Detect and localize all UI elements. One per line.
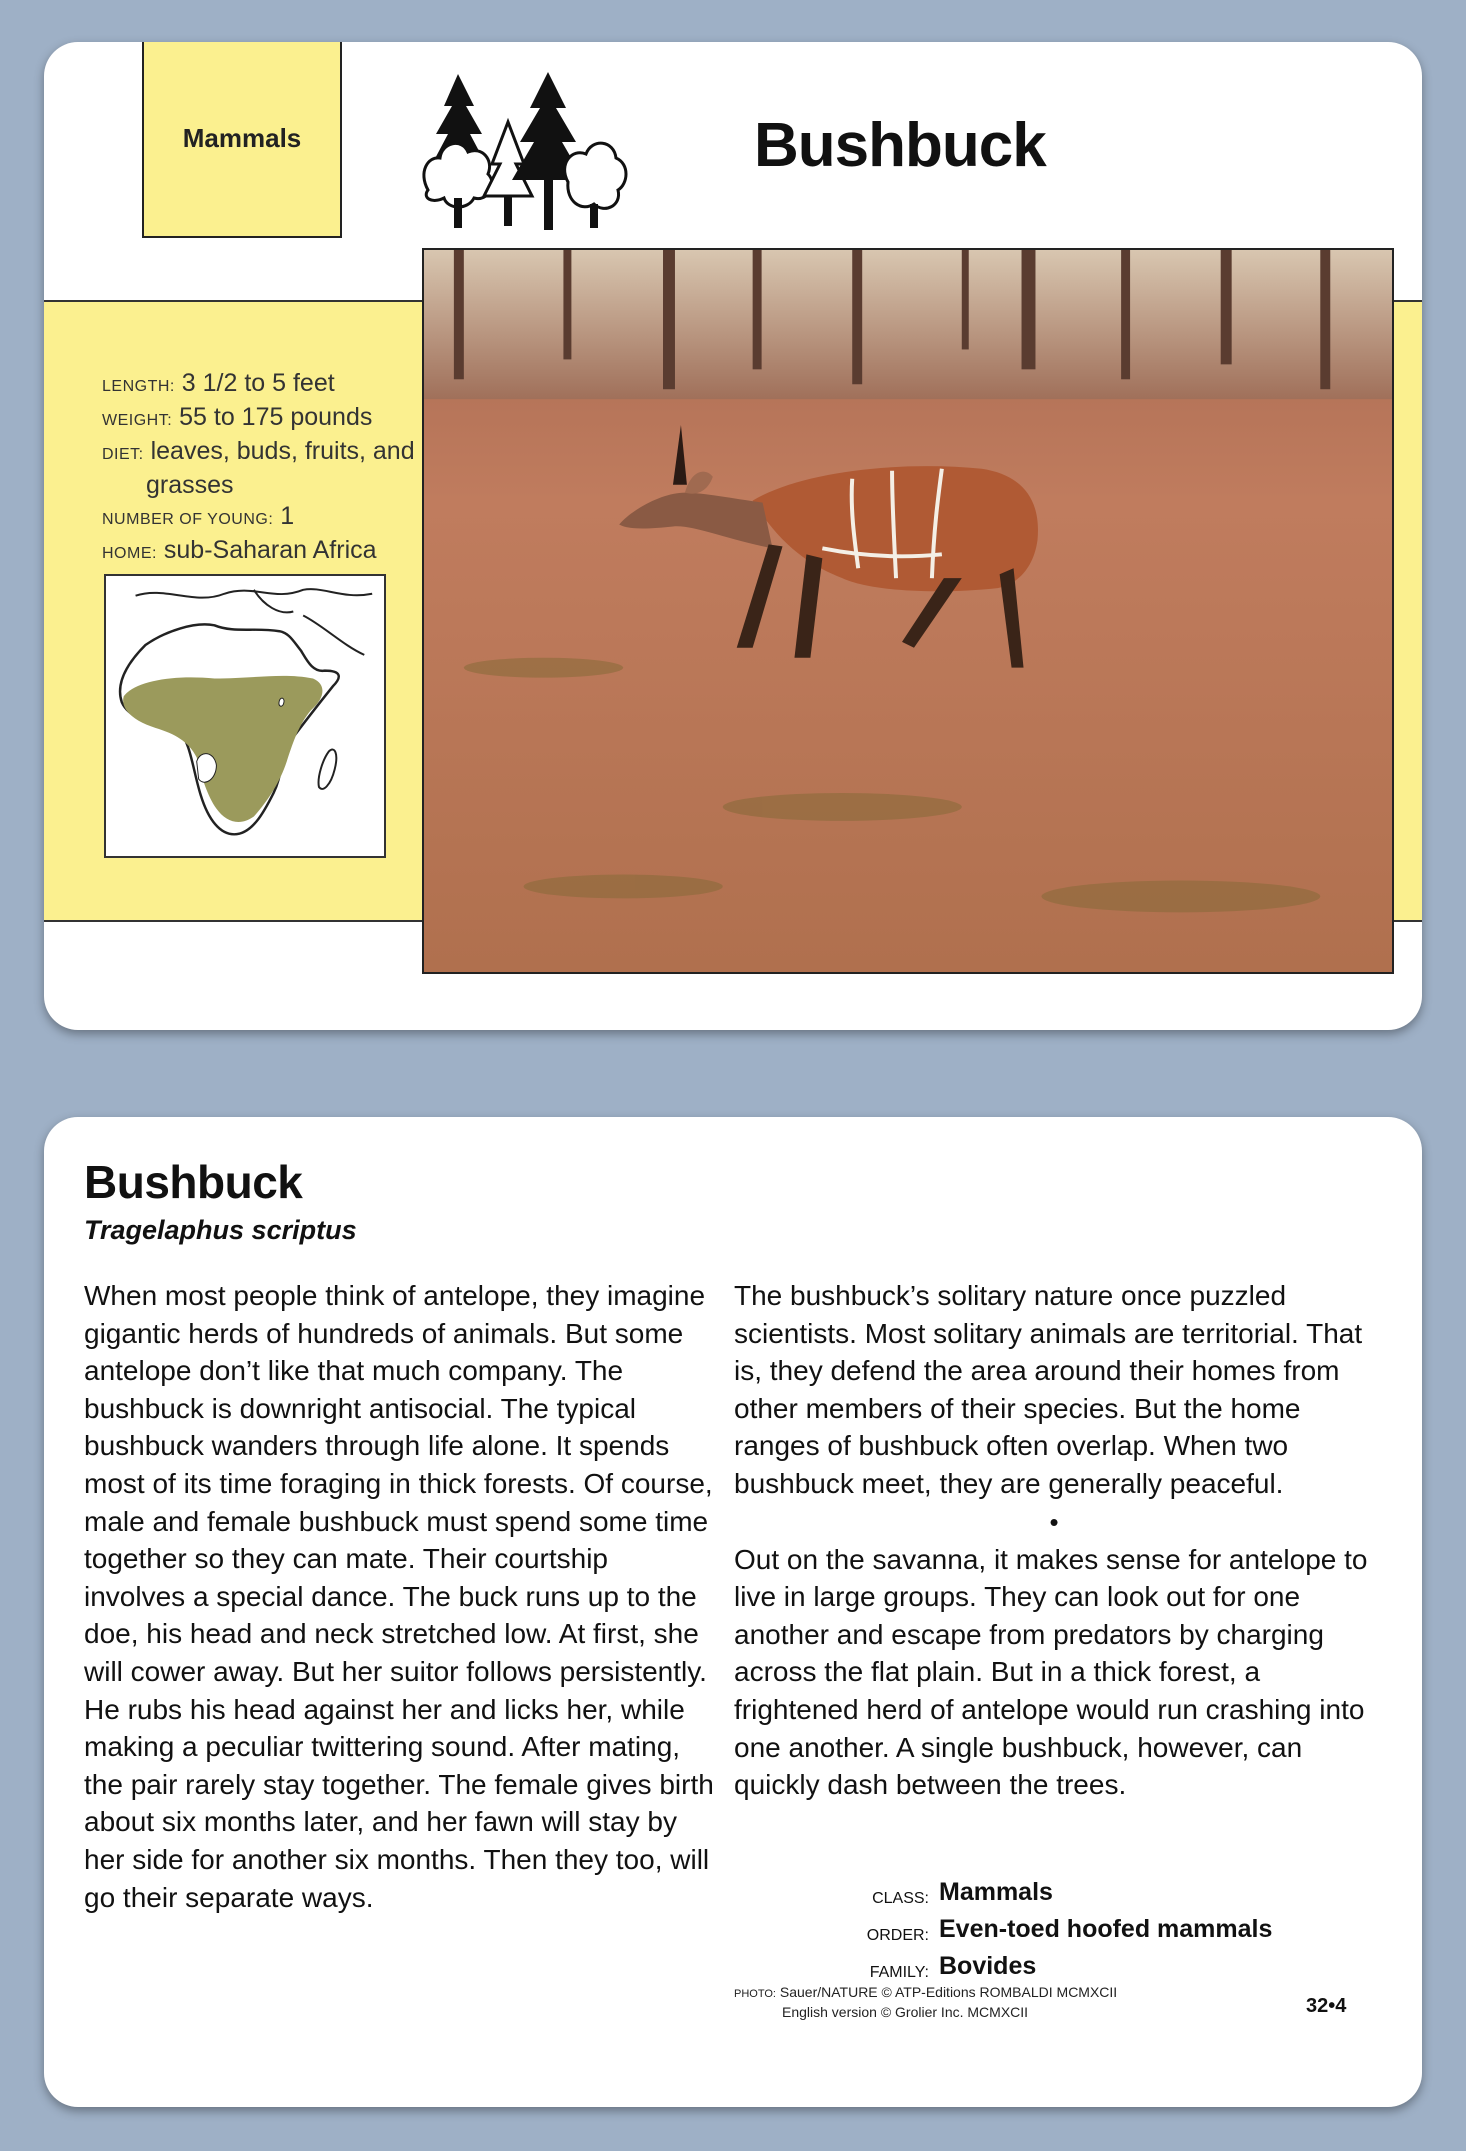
front-card — [44, 42, 1422, 1030]
stat-weight: WEIGHT: 55 to 175 pounds — [102, 403, 373, 431]
forest-trees-icon — [418, 72, 628, 232]
category-label: Mammals — [182, 122, 302, 153]
taxonomy-order: ORDER: Even-toed hoofed mammals — [866, 1915, 1273, 1944]
text-column-1 — [84, 1277, 714, 1916]
stat-diet: DIET: leaves, buds, fruits, and — [102, 437, 415, 465]
photo-credits: PHOTO: Sauer/NATURE © ATP-Editions ROMBALDI MCMXCII English version © Grolier Inc. MCMXCII — [734, 1984, 1118, 2020]
stat-young: NUMBER OF YOUNG: 1 — [102, 502, 295, 530]
paragraph-3: Out on the savanna, it makes sense for antelope to live in large groups. They can look out for one another and escape from predators by charging across the flat plain. But in a thick forest, a frightened herd of antelope would run crashing into one another. A single bushbuck, however, can quickly dash between the trees. — [734, 1543, 1368, 1801]
text-column-2 — [734, 1277, 1374, 1804]
taxonomy-class: CLASS: Mammals — [872, 1878, 1053, 1907]
africa-range-map — [104, 574, 386, 858]
photo-scene — [424, 250, 1392, 972]
front-title: Bushbuck — [754, 111, 1046, 180]
taxonomy-family: FAMILY: Bovides — [869, 1952, 1037, 1981]
scientific-name: Tragelaphus scriptus — [84, 1215, 357, 1245]
paragraph-2: The bushbuck’s solitary nature once puzzled scientists. Most solitary animals are territorial. That is, they defend the area around their homes from other members of their species. But the home ranges of bushbuck often overlap. When two bushbuck meet, they are generally peaceful. — [734, 1280, 1363, 1499]
stat-home: HOME: sub-Saharan Africa — [102, 536, 377, 564]
stat-diet-cont: grasses — [146, 471, 234, 499]
card-code: 32•4 — [1306, 1995, 1347, 2017]
taxonomy-panel — [854, 1877, 1272, 1988]
stats-panel — [102, 368, 432, 569]
back-card — [44, 1117, 1422, 2107]
paragraph-separator: • — [1049, 1506, 1059, 1537]
back-title: Bushbuck — [84, 1156, 303, 1208]
paragraph-1: When most people think of antelope, they imagine gigantic herds of hundreds of animals. But some antelope don’t like that much company. The bushbuck is downright antisocial. The typical bushbuck wanders through life alone. It spends most of its time foraging in thick forests. Of course, male and female bushbuck must spend some time together so they can mate. Their courtship involves a special dance. The buck runs up to the doe, his head and neck stretched low. At first, she will cower away. But her suitor follows persistently. He rubs his head against her and licks her, while making a peculiar twittering sound. After mating, the pair rarely stay together. The female gives birth about six months later, and her fawn will stay by her side for another six months. Then they too, will go their separate ways. — [84, 1280, 714, 1913]
category-box — [142, 42, 342, 238]
bushbuck-photo — [422, 248, 1394, 974]
stat-length: LENGTH: 3 1/2 to 5 feet — [102, 369, 335, 397]
